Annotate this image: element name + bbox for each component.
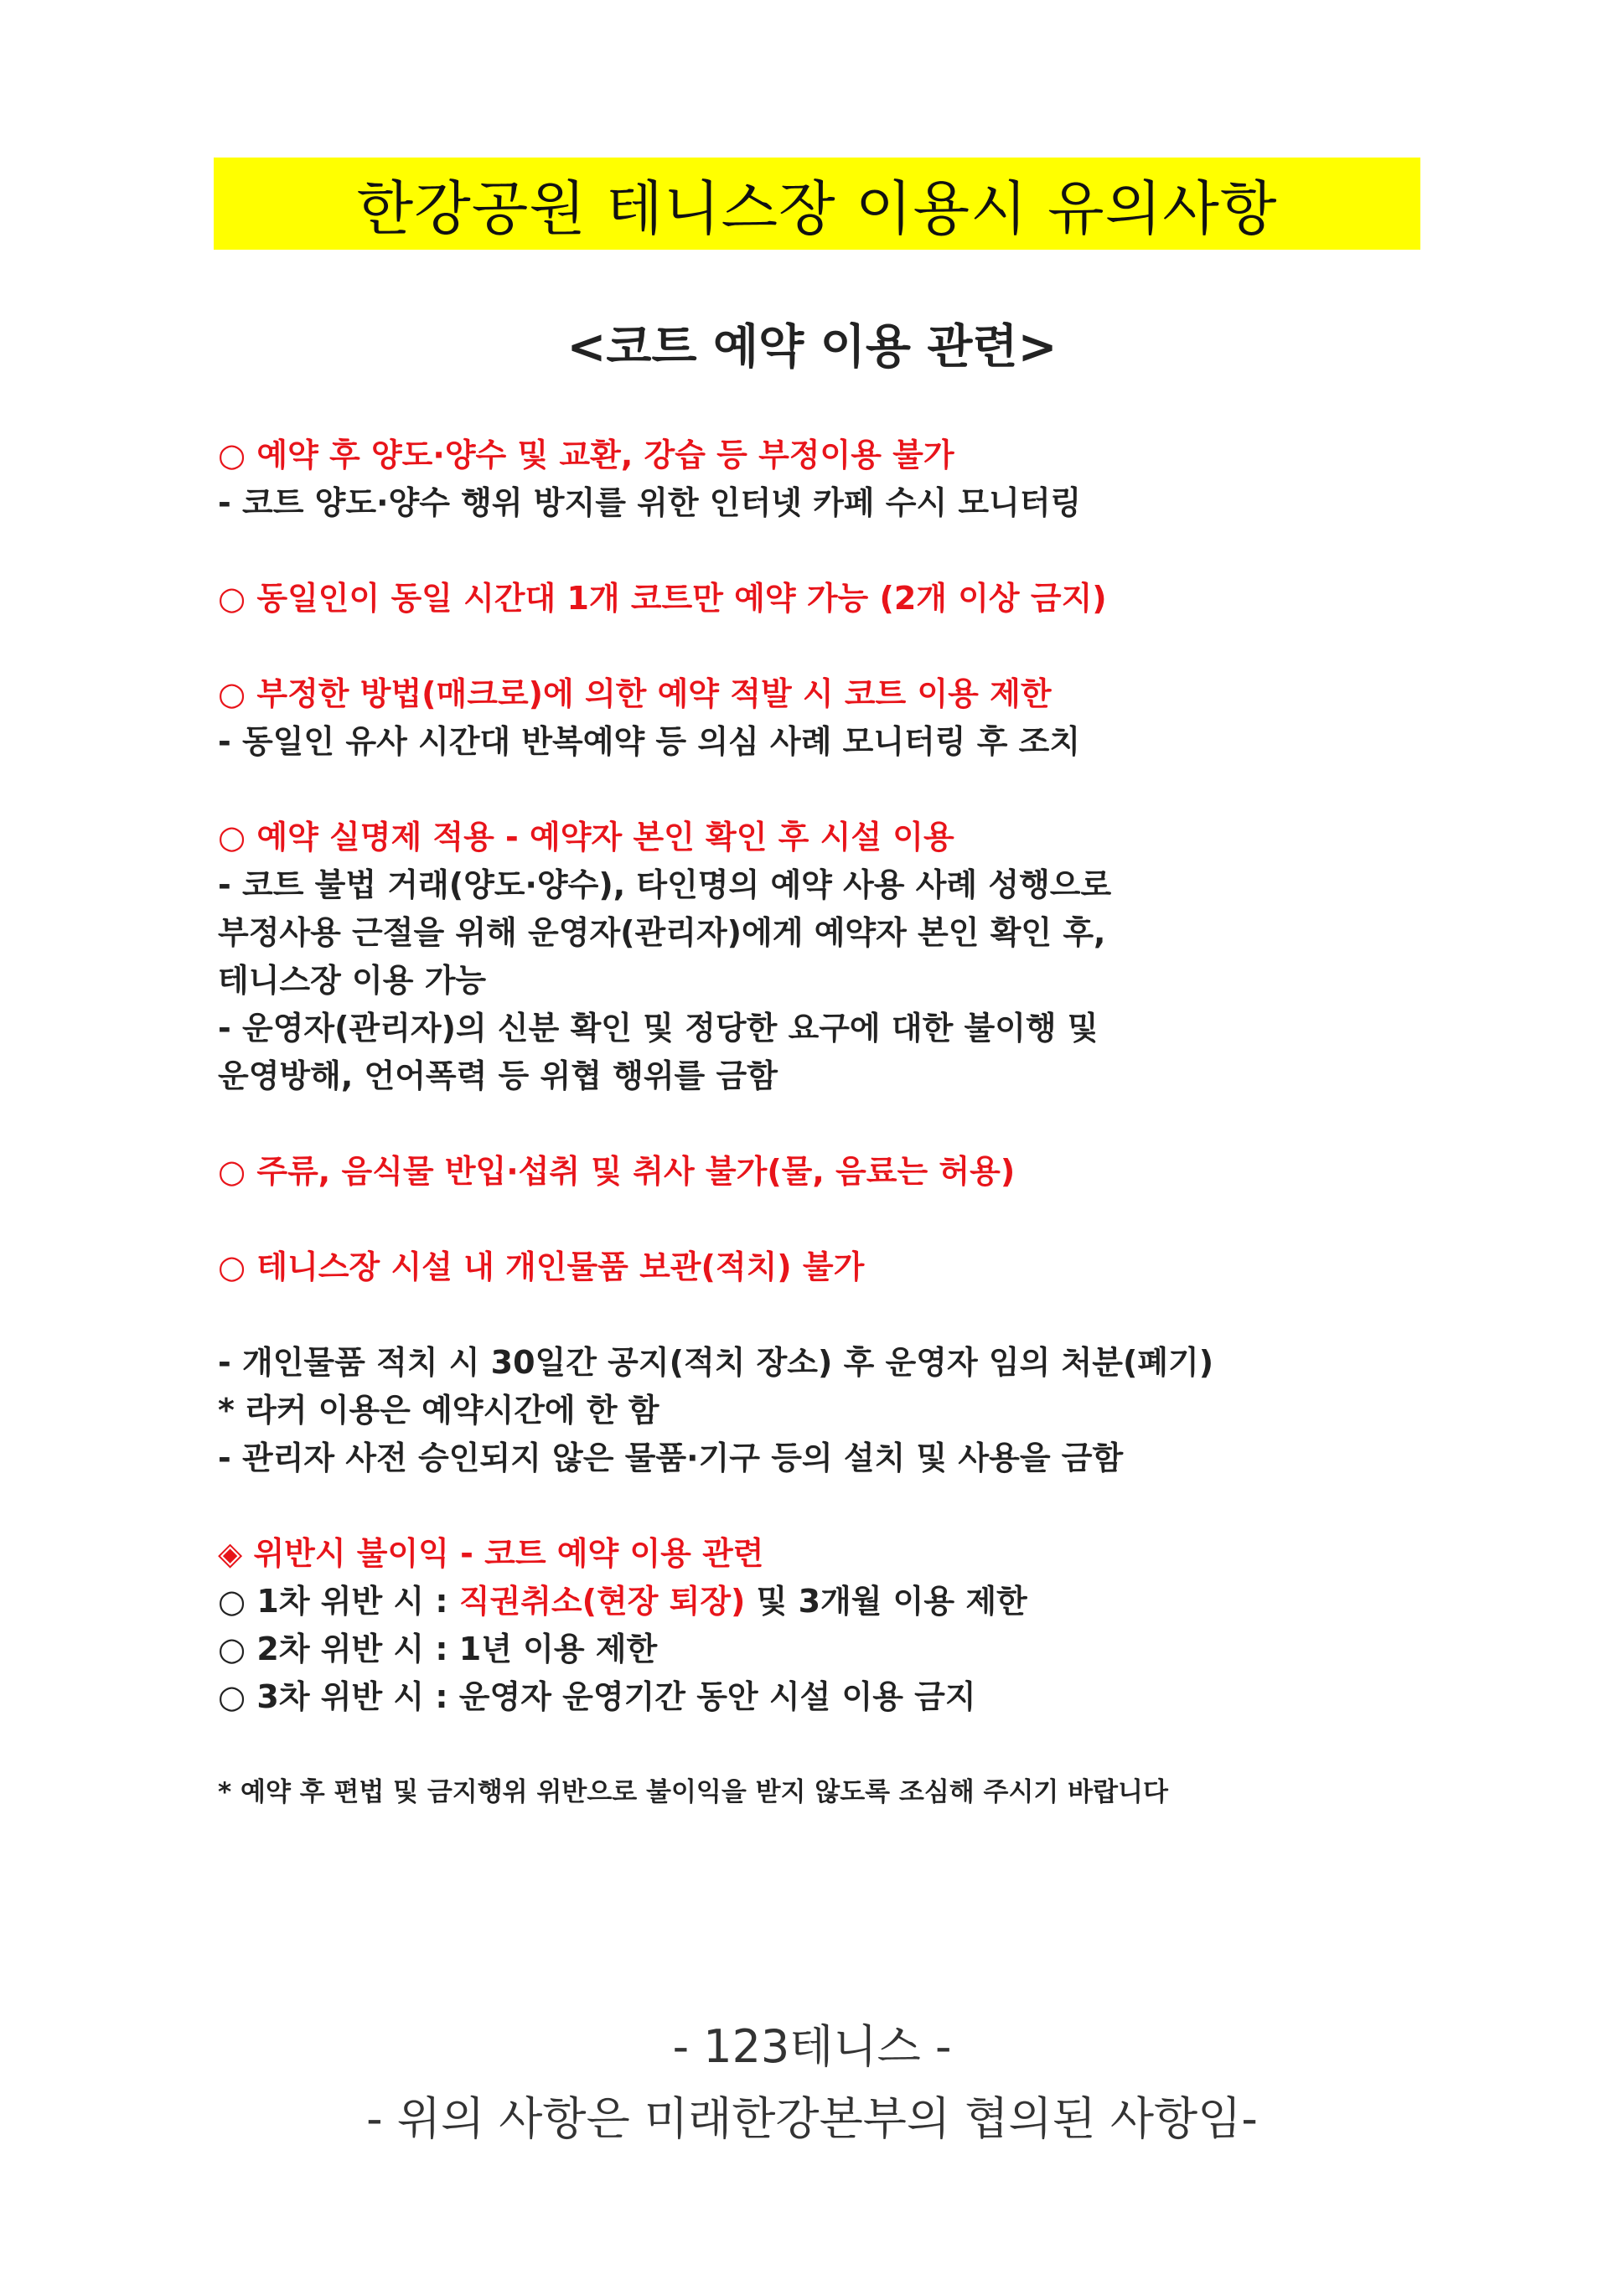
rule-2-title: ○ 동일인이 동일 시간대 1개 코트만 예약 가능 (2개 이상 금지) xyxy=(218,580,1107,617)
spacer xyxy=(218,1100,1492,1148)
rule-4-desc-2: 부정사용 근절을 위해 운영자(관리자)에게 예약자 본인 확인 후, xyxy=(218,914,1106,951)
title-banner xyxy=(214,158,1420,250)
rule-6-desc-3: - 관리자 사전 승인되지 않은 물품·기구 등의 설치 및 사용을 금함 xyxy=(218,1440,1124,1476)
rule-4-title: ○ 예약 실명제 적용 - 예약자 본인 확인 후 시설 이용 xyxy=(218,819,954,855)
penalty-first xyxy=(218,1578,1492,1626)
rule-1-title: ○ 예약 후 양도·양수 및 교환, 강습 등 부정이용 불가 xyxy=(218,437,954,473)
rule-3-title: ○ 부정한 방법(매크로)에 의한 예약 적발 시 코트 이용 제한 xyxy=(218,675,1052,712)
spacer xyxy=(218,623,1492,670)
footer-agreement-note: - 위의 사항은 미래한강본부의 협의된 사항임- xyxy=(366,2092,1258,2145)
spacer xyxy=(218,766,1492,814)
rule-4-desc-4: - 운영자(관리자)의 신분 확인 및 정당한 요구에 대한 불이행 및 xyxy=(218,1010,1099,1047)
footer-club-name: - 123테니스 - xyxy=(672,2020,952,2073)
penalty-first-highlight: 직권취소(현장 퇴장) xyxy=(458,1583,746,1620)
rule-1-desc: - 코트 양도·양수 행위 방지를 위한 인터넷 카페 수시 모니터링 xyxy=(218,484,1082,521)
closing-note: * 예약 후 편법 및 금지행위 위반으로 불이익을 받지 않도록 조심해 주시기 바랍니다 xyxy=(218,1777,1168,1807)
rule-4-desc-3: 테니스장 이용 가능 xyxy=(218,962,487,999)
section-heading: <코트 예약 이용 관련> xyxy=(566,320,1058,375)
penalty-first-prefix: ○ 1차 위반 시 : xyxy=(218,1583,459,1620)
penalty-first-suffix: 및 3개월 이용 제한 xyxy=(745,1583,1027,1620)
penalty-second: ○ 2차 위반 시 : 1년 이용 제한 xyxy=(218,1631,658,1667)
rule-4-desc-1: - 코트 불법 거래(양도·양수), 타인명의 예약 사용 사례 성행으로 xyxy=(218,866,1112,903)
spacer xyxy=(218,527,1492,575)
spacer xyxy=(218,1721,1492,1769)
rule-6-desc-2: * 라커 이용은 예약시간에 한 함 xyxy=(218,1392,659,1429)
penalty-title: ◈ 위반시 불이익 - 코트 예약 이용 관련 xyxy=(218,1535,764,1572)
page-title: 한강공원 테니스장 이용시 유의사항 xyxy=(356,173,1278,243)
penalty-third: ○ 3차 위반 시 : 운영자 운영기간 동안 시설 이용 금지 xyxy=(218,1678,976,1715)
spacer xyxy=(218,1196,1492,1243)
spacer xyxy=(218,1291,1492,1339)
spacer xyxy=(218,1482,1492,1530)
rule-5-title: ○ 주류, 음식물 반입·섭취 및 취사 불가(물, 음료는 허용) xyxy=(218,1153,1016,1190)
rules-content xyxy=(218,432,1492,1817)
rule-3-desc: - 동일인 유사 시간대 반복예약 등 의심 사례 모니터링 후 조치 xyxy=(218,723,1081,760)
rule-4-desc-5: 운영방해, 언어폭력 등 위협 행위를 금함 xyxy=(218,1057,778,1094)
rule-6-desc-1: - 개인물품 적치 시 30일간 공지(적치 장소) 후 운영자 임의 처분(폐기) xyxy=(218,1344,1214,1381)
rule-6-title: ○ 테니스장 시설 내 개인물품 보관(적치) 불가 xyxy=(218,1248,865,1285)
